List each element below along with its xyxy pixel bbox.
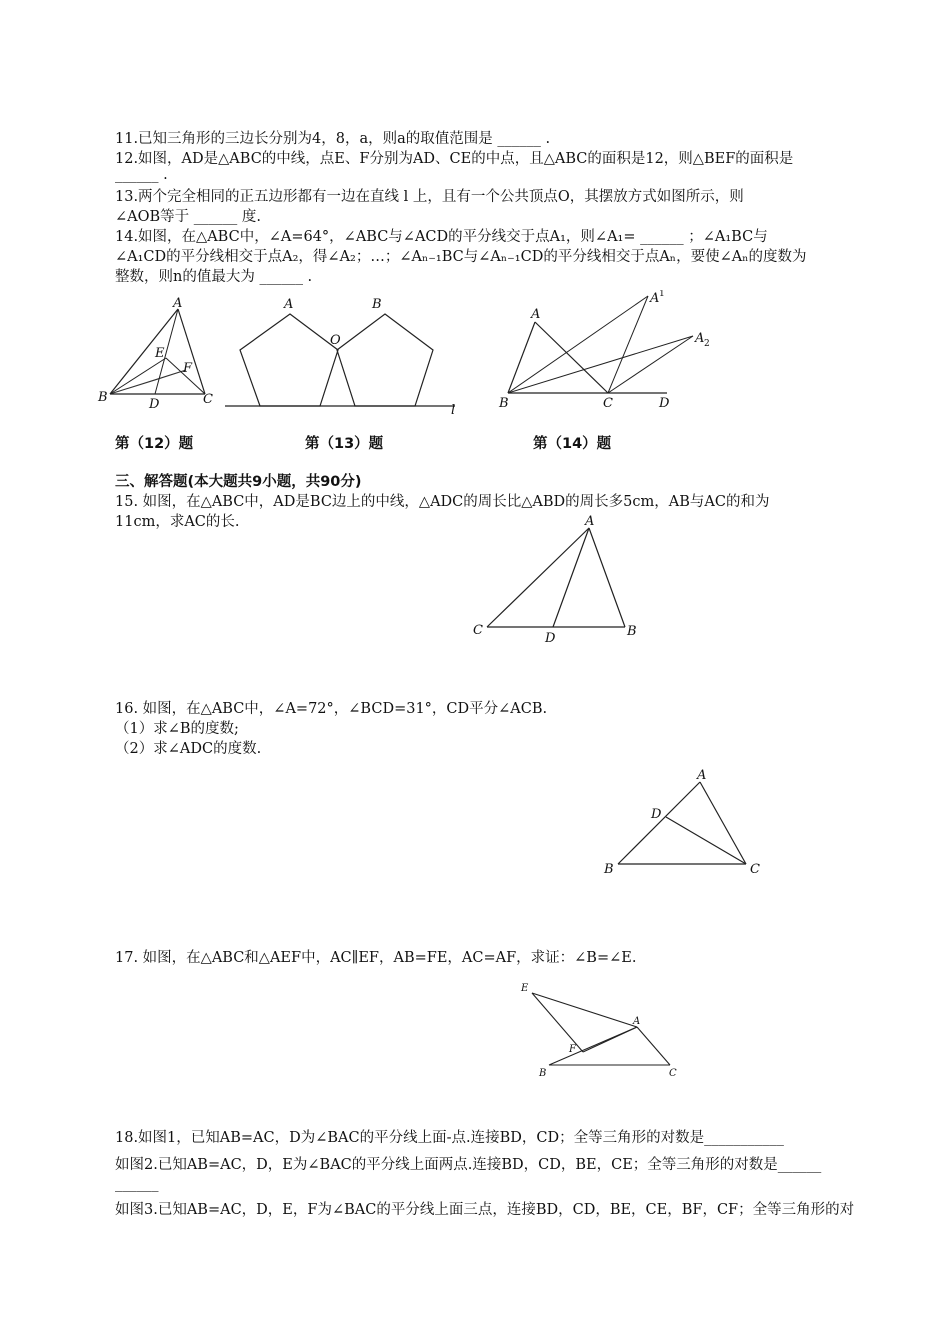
label-A1-sub: 1 — [659, 290, 665, 299]
question-15-line1: 15. 如图，在△ABC中，AD是BC边上的中线，△ADC的周长比△ABD的周长多5cm，AB与AC的和为 — [115, 494, 770, 510]
label-A: A — [284, 297, 294, 312]
label-B: B — [627, 624, 637, 639]
pentagon-right — [337, 314, 433, 406]
label-A: A — [585, 514, 595, 529]
label-F: F — [569, 1044, 576, 1055]
question-13-line1: 13.两个完全相同的正五边形都有一边在直线 l 上，且有一个公共顶点O，其摆放方式如图所示，则 — [115, 189, 744, 205]
question-15-line2: 11cm，求AC的长. — [115, 514, 240, 530]
question-18-line4: 如图3.已知AB=AC，D，E，F为∠BAC的平分线上面三点，连接BD，CD，BE，CE，BF，CF；全等三角形的对 — [115, 1202, 855, 1218]
figure-13-caption: 第（13）题 — [305, 436, 384, 452]
pentagon-left — [240, 314, 338, 406]
label-O: O — [330, 333, 341, 348]
label-B: B — [539, 1068, 547, 1079]
label-C: C — [603, 396, 613, 411]
section-3-heading: 三、解答题(本大题共9小题，共90分) — [115, 474, 362, 490]
figure-14-caption: 第（14）题 — [533, 436, 612, 452]
question-16-line1: 16. 如图，在△ABC中，∠A=72°，∠BCD=31°，CD平分∠ACB. — [115, 701, 548, 717]
figure-12 — [95, 295, 225, 415]
label-A: A — [697, 768, 707, 783]
label-F: F — [183, 361, 193, 376]
label-E: E — [155, 346, 165, 361]
figure-13 — [220, 292, 470, 417]
label-D: D — [651, 807, 662, 822]
shaded-triangle-bef — [110, 370, 186, 394]
label-A2-sub: 2 — [704, 339, 710, 349]
question-18-line2: 如图2.已知AB=AC，D，E为∠BAC的平分线上面两点.连接BD，CD，BE，CE；全等三角形的对数是______ — [115, 1157, 822, 1173]
label-D: D — [149, 397, 160, 412]
label-A: A — [633, 1016, 641, 1027]
label-C: C — [203, 392, 213, 407]
question-12-line2: ______ . — [115, 167, 168, 183]
label-A1: A — [650, 291, 660, 306]
question-13-line2: ∠AOB等于 ______ 度. — [115, 209, 261, 225]
figure-16 — [598, 765, 773, 880]
label-B: B — [98, 390, 108, 405]
question-14-line1: 14.如图，在△ABC中，∠A=64°，∠ABC与∠ACD的平分线交于点A₁，则∠A₁= ______ ；∠A₁BC与 — [115, 229, 768, 245]
question-17: 17. 如图，在△ABC和△AEF中，AC∥EF，AB=FE，AC=AF，求证：∠B=∠E. — [115, 950, 637, 966]
figure-14 — [495, 290, 720, 415]
question-16-line3: （2）求∠ADC的度数. — [115, 741, 262, 757]
label-C: C — [669, 1068, 677, 1079]
figure-12-caption: 第（12）题 — [115, 436, 194, 452]
label-D: D — [545, 631, 556, 646]
label-B: B — [604, 862, 614, 877]
question-11: 11.已知三角形的三边长分别为4，8，a，则a的取值范围是 ______ . — [115, 131, 551, 147]
label-A: A — [173, 296, 183, 311]
question-12-line1: 12.如图，AD是△ABC的中线，点E、F分别为AD、CE的中点，且△ABC的面积是12，则△BEF的面积是 — [115, 151, 794, 167]
label-C: C — [473, 623, 483, 638]
label-C: C — [750, 862, 760, 877]
figure-17 — [515, 978, 690, 1083]
figure-15 — [465, 510, 645, 650]
label-D: D — [659, 396, 670, 411]
question-16-line2: （1）求∠B的度数; — [115, 721, 239, 737]
question-14-line3: 整数，则n的值最大为 ______ . — [115, 269, 313, 285]
label-l: l — [451, 403, 456, 417]
label-B: B — [499, 396, 509, 411]
question-14-line2: ∠A₁CD的平分线相交于点A₂，得∠A₂；…；∠Aₙ₋₁BC与∠Aₙ₋₁CD的平分线相交于点Aₙ，要使∠Aₙ的度数为 — [115, 249, 807, 265]
label-A2: A — [695, 331, 705, 346]
label-A: A — [531, 307, 541, 322]
question-18-line3: ______ — [115, 1176, 159, 1192]
label-E: E — [521, 983, 529, 994]
question-18-line1: 18.如图1，已知AB=AC，D为∠BAC的平分线上面-点.连接BD，CD；全等三角形的对数是___________ — [115, 1130, 784, 1146]
label-B: B — [372, 297, 382, 312]
